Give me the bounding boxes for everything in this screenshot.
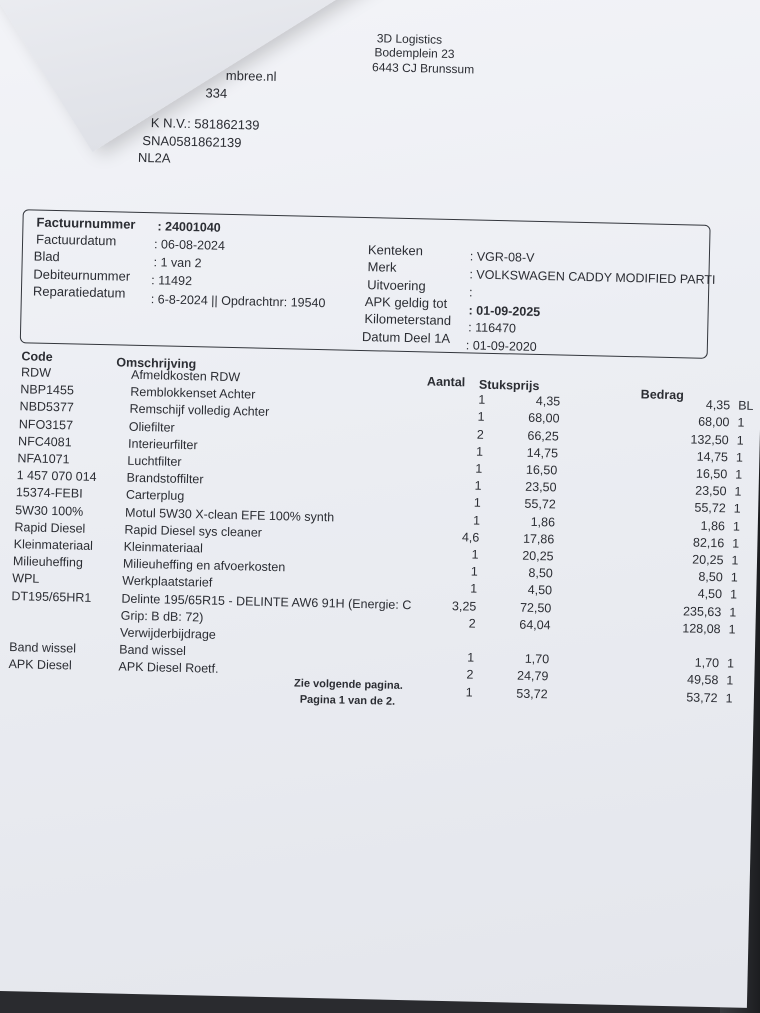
part1a-value: : 01-09-2020	[465, 338, 537, 354]
row-amount	[621, 379, 731, 381]
row-qty: 1	[475, 444, 484, 459]
recipient-name: 3D Logistics	[376, 31, 443, 47]
col-header-qty: Aantal	[426, 374, 466, 390]
plate-label: Kenteken	[367, 242, 424, 259]
apk-value: : 01-09-2025	[468, 303, 541, 320]
col-header-description: Omschrijving	[116, 355, 197, 372]
row-description: Delinte 195/65R15 - DELINTE AW6 91H (Energie: C	[121, 591, 412, 612]
row-amount: 55,72	[694, 500, 726, 516]
invoice-date-value: : 06-08-2024	[153, 237, 226, 253]
row-description: Werkplaatstarief	[122, 574, 213, 591]
row-amount: 235,63	[682, 603, 722, 619]
row-code: WPL	[12, 571, 40, 587]
col-header-code: Code	[21, 349, 53, 364]
row-qty: 1	[475, 461, 483, 476]
row-description: Band wissel	[119, 642, 187, 659]
row-unit-price: 1,86	[530, 514, 556, 530]
version-value: :	[468, 285, 473, 300]
next-page-note: Zie volgende pagina.	[293, 677, 404, 693]
row-qty: 4,6	[461, 530, 480, 545]
row-amount: 8,50	[698, 569, 723, 585]
row-unit-price: 68,00	[528, 411, 560, 426]
row-description: Kleinmateriaal	[123, 539, 204, 556]
row-code: Milieuheffing	[12, 554, 84, 570]
row-unit-price: 66,25	[527, 428, 559, 444]
row-unit-price: 72,50	[519, 600, 552, 615]
row-vat-code: 1	[726, 656, 735, 671]
row-qty: 2	[466, 667, 474, 682]
row-unit-price: 4,50	[527, 583, 553, 598]
row-description: Motul 5W30 X-clean EFE 100% synth	[124, 505, 335, 524]
row-description: Remblokkenset Achter	[130, 384, 256, 402]
recipient-city: 6443 CJ Brunssum	[371, 60, 475, 77]
row-qty	[436, 375, 486, 376]
row-amount: 53,72	[686, 690, 718, 705]
row-unit-price: 23,50	[525, 479, 557, 495]
row-vat-code: 1	[728, 622, 736, 637]
row-code: Kleinmateriaal	[13, 537, 94, 553]
row-vat-code: 1	[735, 467, 743, 482]
col-header-amount: Bedrag	[640, 387, 684, 403]
row-vat-code: 1	[729, 587, 738, 602]
row-amount: 4,50	[697, 587, 723, 602]
row-amount: 23,50	[695, 483, 727, 499]
sender-line2: 334	[205, 85, 228, 101]
row-unit-price: 8,50	[528, 566, 553, 581]
row-code: RDW	[20, 365, 52, 380]
row-unit-price: 24,79	[516, 668, 549, 684]
row-qty: 1	[470, 564, 479, 579]
debtor-label: Debiteurnummer	[33, 266, 131, 284]
row-vat-code: 1	[732, 519, 741, 534]
row-description: Luchtfilter	[127, 453, 182, 469]
row-vat-code: 1	[725, 690, 733, 706]
row-description: Remschijf volledig Achter	[129, 402, 270, 420]
repair-date-value: : 6-8-2024 || Opdrachtnr: 19540	[150, 292, 326, 311]
row-qty: 1	[474, 478, 482, 493]
row-description: Oliefilter	[128, 419, 175, 435]
row-unit-price: 53,72	[516, 686, 548, 701]
part1a-label: Datum Deel 1A	[361, 328, 451, 346]
row-amount: 14,75	[696, 449, 729, 465]
row-amount: 1,86	[700, 518, 726, 533]
row-qty: 1	[471, 547, 479, 562]
row-qty: 1	[472, 513, 481, 528]
page-indicator: Pagina 1 van de 2.	[299, 693, 396, 708]
row-vat-code: 1	[734, 484, 742, 499]
row-qty	[425, 632, 475, 633]
row-description: Interieurfilter	[127, 436, 198, 453]
row-qty: 1	[473, 495, 481, 511]
row-unit-price: 20,25	[522, 548, 554, 564]
sender-website: mbree.nl	[225, 67, 277, 84]
row-vat-code: 1	[732, 536, 740, 551]
row-unit-price: 17,86	[522, 531, 555, 547]
km-value: : 116470	[468, 320, 517, 336]
row-description: Afmeldkosten RDW	[130, 367, 241, 385]
row-qty: 2	[468, 616, 476, 631]
row-vat-code: 1	[729, 604, 737, 620]
row-vat-code: 1	[731, 553, 739, 568]
row-vat-code: BL	[738, 398, 754, 414]
sender-iban: SNA0581862139	[142, 132, 242, 151]
row-vat-code: 1	[735, 450, 744, 465]
row-amount: 4,35	[705, 397, 731, 413]
row-code: 5W30 100%	[15, 502, 84, 519]
row-qty: 2	[476, 427, 484, 442]
page-label: Blad	[33, 248, 60, 265]
row-amount: 49,58	[686, 672, 719, 688]
row-qty: 1	[477, 410, 485, 425]
row-code: NFC4081	[17, 434, 72, 450]
row-unit-price: 16,50	[525, 462, 558, 478]
km-label: Kilometerstand	[364, 311, 452, 329]
row-unit-price	[491, 376, 561, 378]
row-qty: 1	[465, 685, 473, 700]
row-code: 1 457 070 014	[16, 468, 97, 485]
row-vat-code: 1	[733, 501, 741, 517]
row-amount: 128,08	[682, 621, 721, 636]
row-unit-price: 1,70	[524, 651, 550, 667]
brand-label: Merk	[367, 259, 397, 275]
row-description: APK Diesel Roetf.	[118, 659, 219, 677]
debtor-value: : 11492	[151, 273, 193, 289]
row-unit-price: 55,72	[524, 497, 556, 512]
invoice-number-label: Factuurnummer	[36, 214, 136, 232]
row-unit-price: 64,04	[519, 617, 551, 633]
row-amount: 82,16	[692, 535, 725, 551]
invoice-number-value: : 24001040	[157, 219, 221, 235]
row-code: Rapid Diesel	[14, 519, 86, 536]
row-description: Grip: B dB: 72)	[120, 608, 204, 625]
row-description: Brandstoffilter	[126, 470, 204, 487]
row-amount: 68,00	[698, 415, 730, 430]
row-code: APK Diesel	[8, 657, 72, 673]
row-unit-price: 14,75	[526, 445, 559, 461]
row-amount: 16,50	[695, 466, 728, 482]
row-code: Band wissel	[9, 640, 77, 656]
plate-value: : VGR-08-V	[469, 249, 535, 265]
version-label: Uitvoering	[367, 277, 426, 294]
row-amount: 132,50	[690, 432, 729, 447]
sender-bic: NL2A	[137, 149, 171, 166]
row-code: NBP1455	[20, 382, 75, 398]
row-description: Verwijderbijdrage	[119, 625, 217, 642]
row-qty: 1	[467, 650, 475, 665]
row-code: NBD5377	[19, 399, 74, 415]
row-vat-code: 1	[736, 433, 744, 448]
sender-kvk: K N.V.: 581862139	[150, 115, 260, 133]
row-description: Carterplug	[125, 488, 185, 504]
row-code: NFO3157	[18, 416, 74, 433]
row-code: DT195/65HR1	[11, 588, 92, 605]
row-vat-code: 1	[730, 570, 738, 585]
recipient-street: Bodemplein 23	[374, 45, 455, 62]
row-description: Milieuheffing en afvoerkosten	[122, 556, 286, 575]
row-code: 15374-FEBI	[15, 485, 83, 502]
row-unit-price: 4,35	[535, 394, 561, 409]
brand-value: : VOLKSWAGEN CADDY MODIFIED PARTI	[469, 267, 716, 287]
row-qty: 1	[478, 392, 486, 407]
row-qty: 1	[469, 581, 478, 597]
row-description: Rapid Diesel sys cleaner	[124, 522, 263, 540]
row-code: NFA1071	[17, 451, 70, 467]
repair-date-label: Reparatiedatum	[32, 283, 126, 301]
row-qty: 3,25	[451, 598, 477, 614]
row-vat-code: 1	[737, 415, 745, 431]
invoice-date-label: Factuurdatum	[35, 231, 117, 249]
apk-label: APK geldig tot	[364, 294, 448, 311]
row-amount: 1,70	[694, 655, 720, 671]
page-value: : 1 van 2	[153, 255, 202, 271]
row-vat-code: 1	[726, 673, 734, 688]
col-header-unit-price: Stuksprijs	[478, 377, 540, 394]
row-amount: 20,25	[692, 552, 724, 568]
